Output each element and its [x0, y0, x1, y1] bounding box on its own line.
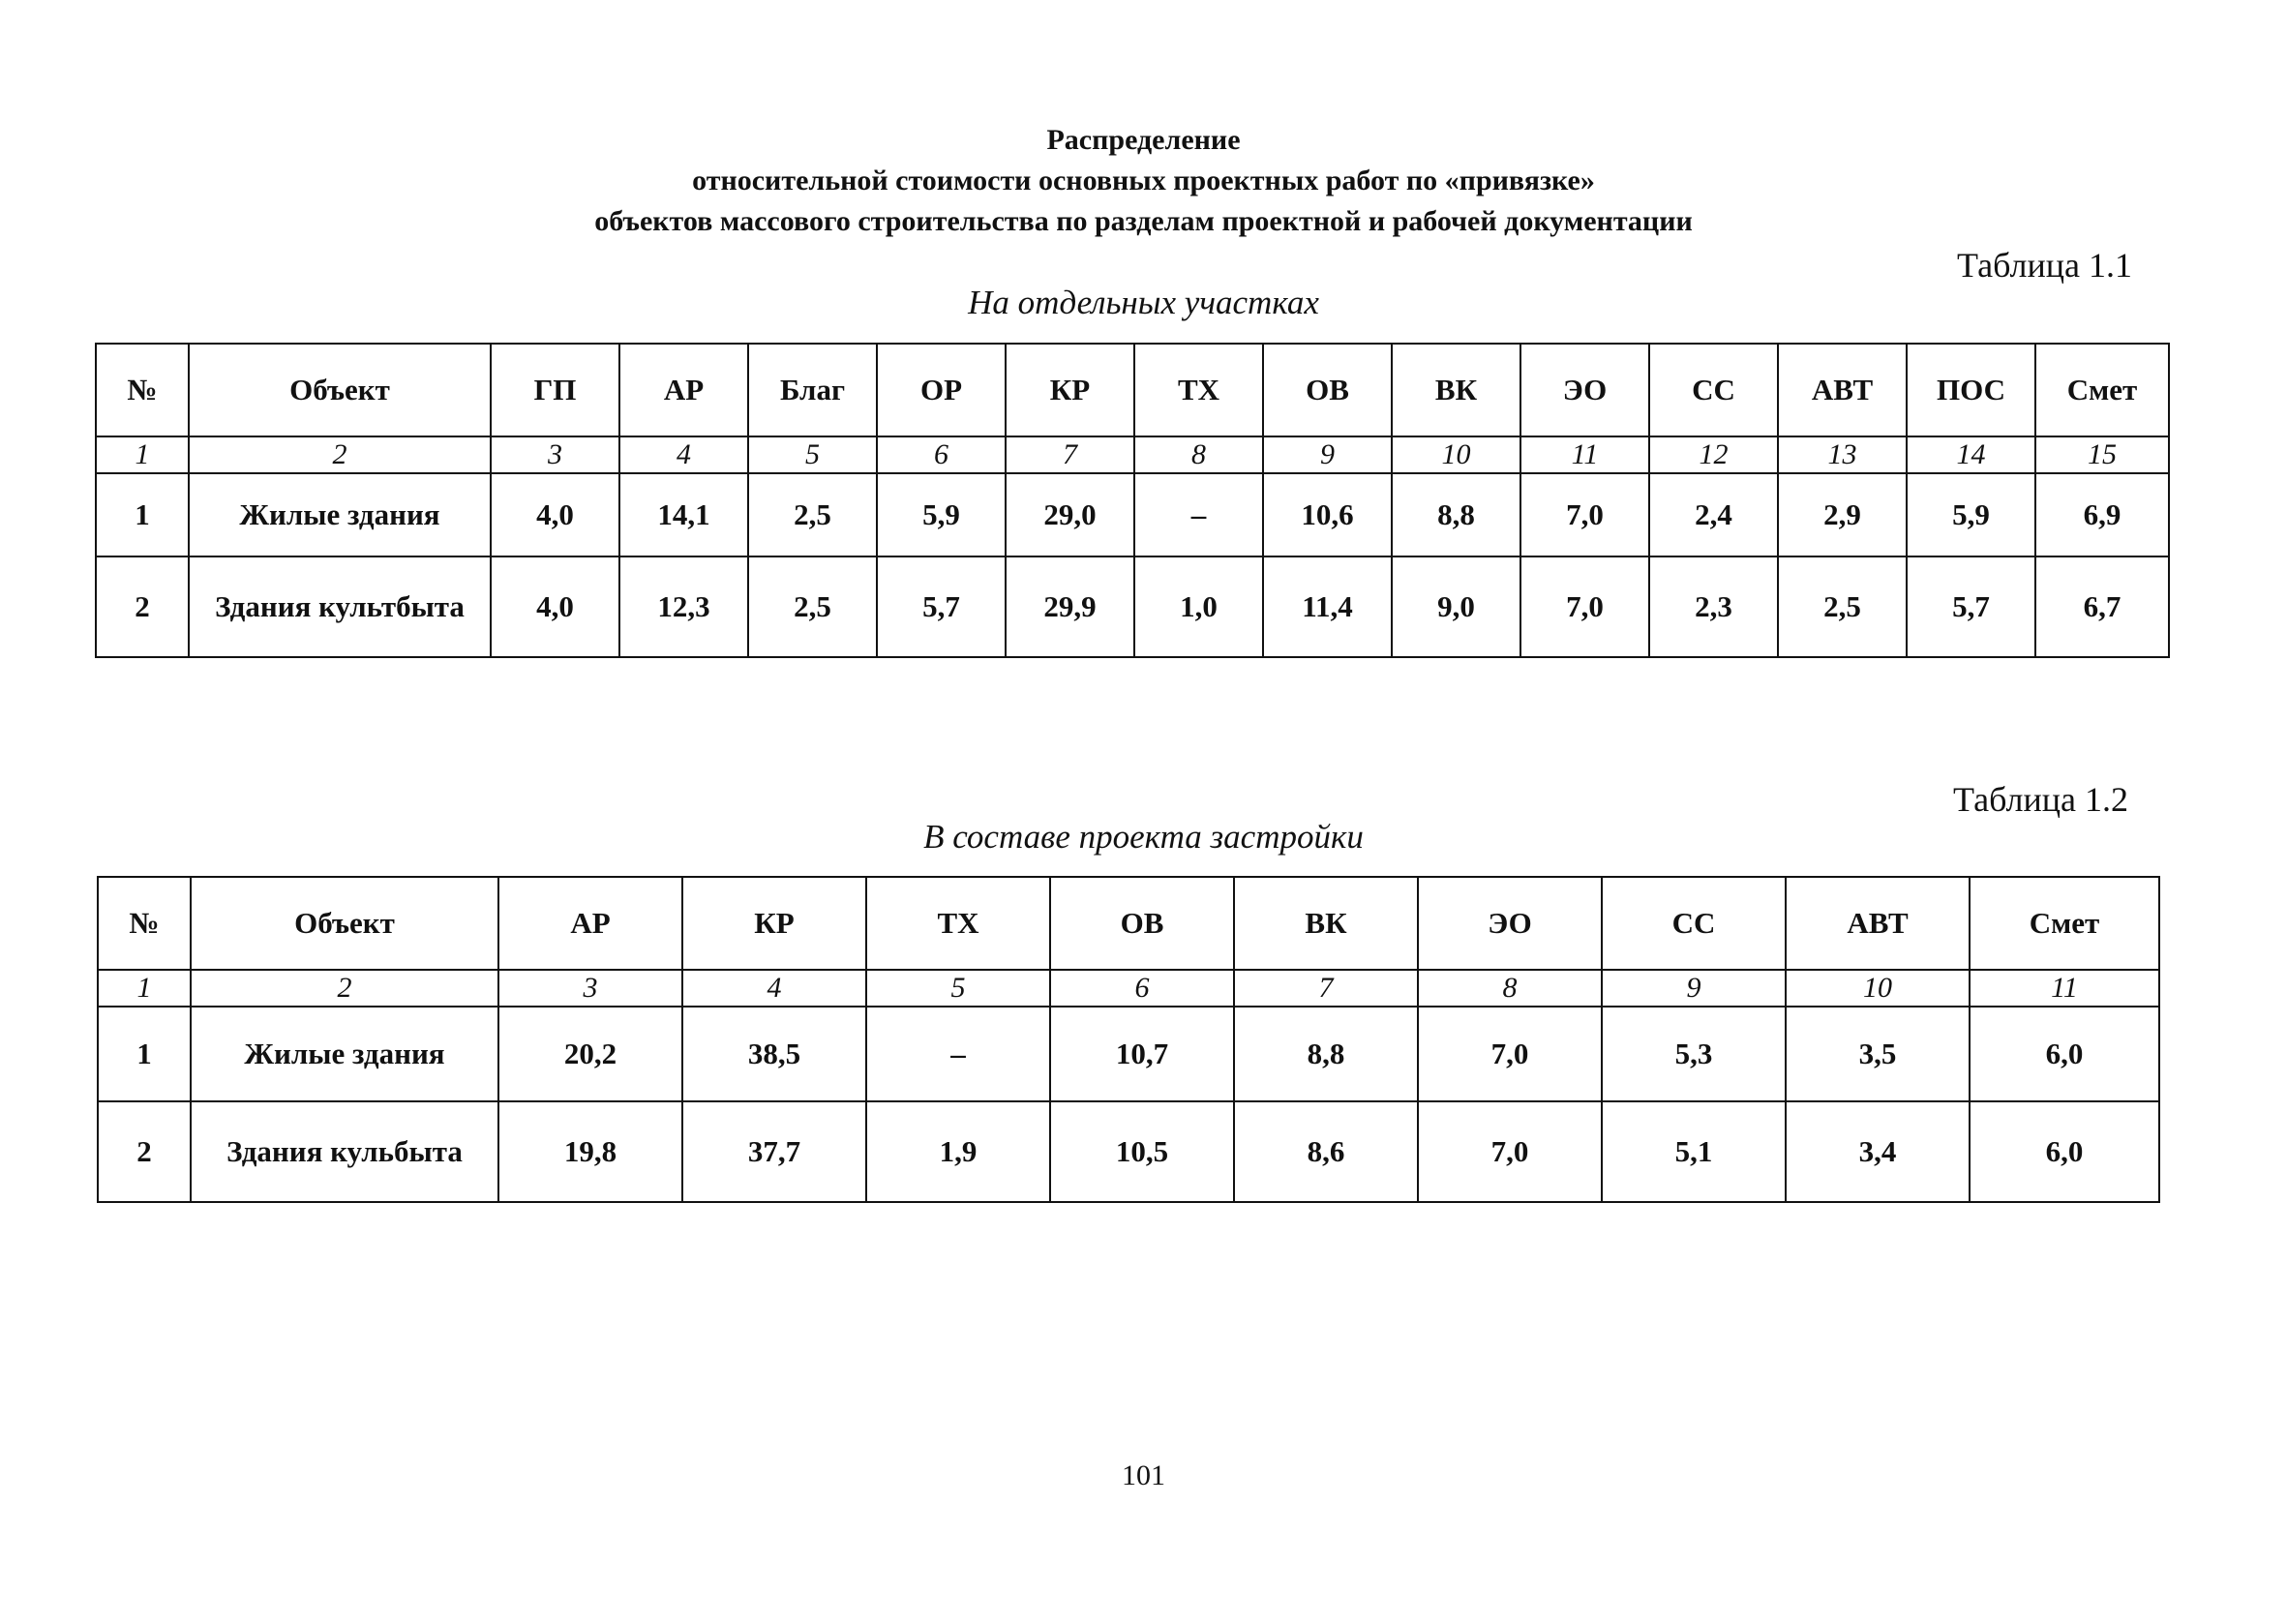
table-cell: 2,9 [1778, 473, 1907, 556]
table-cell: 20,2 [498, 1007, 682, 1101]
table-cell: 29,9 [1006, 556, 1134, 657]
column-number-cell: 15 [2035, 436, 2169, 473]
column-number-cell: 4 [682, 970, 866, 1007]
table-cell: Здания культбыта [189, 556, 491, 657]
table-cell: 12,3 [619, 556, 748, 657]
table-row [98, 1101, 2159, 1202]
table-cell: 2 [98, 1101, 191, 1202]
table-cell: – [1134, 473, 1263, 556]
table-cell: 3,5 [1786, 1007, 1970, 1101]
column-number-cell: 1 [96, 436, 189, 473]
table-cell: 8,8 [1392, 473, 1520, 556]
column-number-cell: 14 [1907, 436, 2035, 473]
table-header-cell: ВК [1234, 877, 1418, 970]
column-number-cell: 8 [1134, 436, 1263, 473]
table-cell: 10,6 [1263, 473, 1392, 556]
table-cell: 6,7 [2035, 556, 2169, 657]
table-cell: 5,7 [877, 556, 1006, 657]
column-number-cell: 13 [1778, 436, 1907, 473]
column-number-cell: 7 [1006, 436, 1134, 473]
table-header-cell: СС [1602, 877, 1786, 970]
column-number-cell: 10 [1786, 970, 1970, 1007]
table-header-cell: ЭО [1520, 344, 1649, 436]
column-number-cell: 4 [619, 436, 748, 473]
table-header-cell: АВТ [1778, 344, 1907, 436]
table-header-cell: ГП [491, 344, 619, 436]
table-cell: 6,0 [1970, 1101, 2159, 1202]
document-title [0, 120, 2287, 242]
table-cell: 37,7 [682, 1101, 866, 1202]
column-number-cell: 11 [1970, 970, 2159, 1007]
table-cell: 2,3 [1649, 556, 1778, 657]
column-number-cell: 7 [1234, 970, 1418, 1007]
table-cell: 29,0 [1006, 473, 1134, 556]
table-cell: 19,8 [498, 1101, 682, 1202]
table-header-cell: ЭО [1418, 877, 1602, 970]
table-cell: 4,0 [491, 556, 619, 657]
column-number-cell: 9 [1263, 436, 1392, 473]
title-line-3: объектов массового строительства по разделам проектной и рабочей документации [594, 205, 1693, 237]
table-header-cell: Смет [2035, 344, 2169, 436]
table-cell: Жилые здания [189, 473, 491, 556]
table-cell: 2,5 [748, 473, 877, 556]
table-cell: 2,5 [748, 556, 877, 657]
table-header-cell: № [96, 344, 189, 436]
title-line-2: относительной стоимости основных проектных работ по «привязке» [692, 165, 1595, 196]
column-number-cell: 11 [1520, 436, 1649, 473]
table-cell: 1,0 [1134, 556, 1263, 657]
table-header-cell: ПОС [1907, 344, 2035, 436]
table-cell: 10,5 [1050, 1101, 1234, 1202]
table-cell: 2,5 [1778, 556, 1907, 657]
table-header-cell: ОВ [1050, 877, 1234, 970]
table-cell: 7,0 [1418, 1101, 1602, 1202]
table1-number-row [96, 436, 2169, 473]
column-number-cell: 6 [877, 436, 1006, 473]
column-number-cell: 3 [491, 436, 619, 473]
table-cell: 6,9 [2035, 473, 2169, 556]
table-cell: 6,0 [1970, 1007, 2159, 1101]
table-cell: 4,0 [491, 473, 619, 556]
table-row [96, 556, 2169, 657]
table-header-cell: ОВ [1263, 344, 1392, 436]
table-header-cell: № [98, 877, 191, 970]
table-header-cell: ВК [1392, 344, 1520, 436]
table-header-cell: Смет [1970, 877, 2159, 970]
table2-subtitle: В составе проекта застройки [923, 818, 1364, 856]
table-cell: Жилые здания [191, 1007, 498, 1101]
table-header-cell: ТХ [866, 877, 1050, 970]
table2-label: Таблица 1.2 [1953, 780, 2128, 819]
table-cell: 38,5 [682, 1007, 866, 1101]
table-cell: 5,9 [1907, 473, 2035, 556]
table-header-cell: Благ [748, 344, 877, 436]
table-cell: 9,0 [1392, 556, 1520, 657]
table-header-cell: АВТ [1786, 877, 1970, 970]
table-cell: 7,0 [1520, 556, 1649, 657]
column-number-cell: 10 [1392, 436, 1520, 473]
table-header-cell: Объект [189, 344, 491, 436]
table1 [95, 343, 2170, 658]
table2 [97, 876, 2160, 1203]
column-number-cell: 3 [498, 970, 682, 1007]
page-number: 101 [1122, 1459, 1165, 1491]
column-number-cell: 2 [191, 970, 498, 1007]
table-cell: 5,9 [877, 473, 1006, 556]
table-header-cell: ТХ [1134, 344, 1263, 436]
table-cell: 5,7 [1907, 556, 2035, 657]
table-cell: 2,4 [1649, 473, 1778, 556]
table1-label: Таблица 1.1 [1957, 246, 2132, 285]
table-cell: 1,9 [866, 1101, 1050, 1202]
column-number-cell: 6 [1050, 970, 1234, 1007]
table-cell: 1 [98, 1007, 191, 1101]
table-header-cell: АР [619, 344, 748, 436]
table-cell: 7,0 [1418, 1007, 1602, 1101]
column-number-cell: 9 [1602, 970, 1786, 1007]
table-cell: 10,7 [1050, 1007, 1234, 1101]
column-number-cell: 5 [748, 436, 877, 473]
table1-header-row [96, 344, 2169, 436]
table-header-cell: СС [1649, 344, 1778, 436]
table-cell: 5,3 [1602, 1007, 1786, 1101]
column-number-cell: 12 [1649, 436, 1778, 473]
title-line-1: Распределение [1046, 124, 1241, 156]
column-number-cell: 5 [866, 970, 1050, 1007]
table-cell: Здания кульбыта [191, 1101, 498, 1202]
table2-header-row [98, 877, 2159, 970]
column-number-cell: 8 [1418, 970, 1602, 1007]
table1-subtitle: На отдельных участках [968, 284, 1319, 321]
table-cell: 11,4 [1263, 556, 1392, 657]
table-header-cell: КР [682, 877, 866, 970]
table-header-cell: АР [498, 877, 682, 970]
column-number-cell: 1 [98, 970, 191, 1007]
table-cell: 7,0 [1520, 473, 1649, 556]
column-number-cell: 2 [189, 436, 491, 473]
table-cell: 8,8 [1234, 1007, 1418, 1101]
table-cell: 5,1 [1602, 1101, 1786, 1202]
table-cell: 3,4 [1786, 1101, 1970, 1202]
table2-number-row [98, 970, 2159, 1007]
table-header-cell: Объект [191, 877, 498, 970]
table-header-cell: ОР [877, 344, 1006, 436]
table-row [98, 1007, 2159, 1101]
table-cell: 14,1 [619, 473, 748, 556]
table-cell: 8,6 [1234, 1101, 1418, 1202]
table-cell: 2 [96, 556, 189, 657]
table-cell: – [866, 1007, 1050, 1101]
table-header-cell: КР [1006, 344, 1134, 436]
table-row [96, 473, 2169, 556]
table-cell: 1 [96, 473, 189, 556]
